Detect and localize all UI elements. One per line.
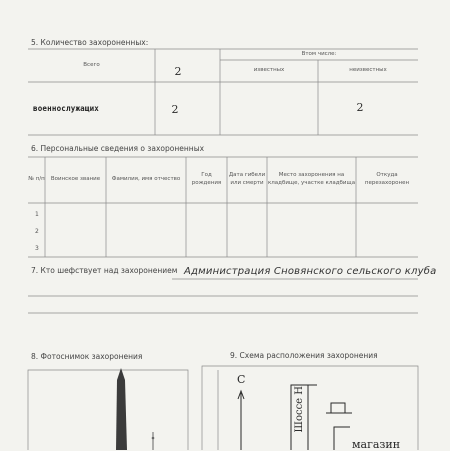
- section8-title: 8. Фотоснимок захоронения: [31, 352, 143, 361]
- header-name: Фамилия, имя отчество: [111, 176, 181, 183]
- header-rank: Воинское звание: [50, 176, 101, 183]
- section9-title: 9. Схема расположения захоронения: [230, 351, 378, 360]
- total-value: 2: [174, 64, 182, 78]
- header-burial-place: Место захоронения на кладбище, участке кладбища: [267, 172, 356, 186]
- row-number: 3: [35, 245, 39, 252]
- header-birth-year: Год рождения: [191, 172, 222, 186]
- north-marker: С: [237, 373, 246, 386]
- col-known-header: известных: [253, 67, 285, 74]
- row-number: 2: [35, 228, 39, 235]
- header-number: № п/п: [28, 176, 45, 183]
- col-including-header: Втом числе:: [301, 50, 337, 57]
- obelisk-photo: [116, 368, 154, 450]
- header-reburied-from: Откуда перезахоронен: [364, 172, 410, 186]
- row-total-value: 2: [171, 102, 179, 116]
- header-death-date: Дата гибели или смерти: [228, 172, 266, 186]
- shop-label: магазин: [352, 438, 401, 451]
- road-label: Шоссе Н: [294, 386, 305, 433]
- row-label-servicemen: военнослужащих: [33, 104, 100, 113]
- row-number: 1: [35, 211, 39, 218]
- section5-title: 5. Количество захороненных:: [31, 38, 149, 47]
- patron-value: Администрация Сновянского сельского клуба: [184, 266, 437, 277]
- col-unknown-header: неизвестных: [349, 67, 387, 74]
- col-total-header: Всего: [83, 62, 100, 69]
- section6-title: 6. Персональные сведения о захороненных: [31, 144, 205, 153]
- section7-label: 7. Кто шефствует над захоронением: [31, 266, 178, 275]
- row-unknown-value: 2: [356, 100, 364, 114]
